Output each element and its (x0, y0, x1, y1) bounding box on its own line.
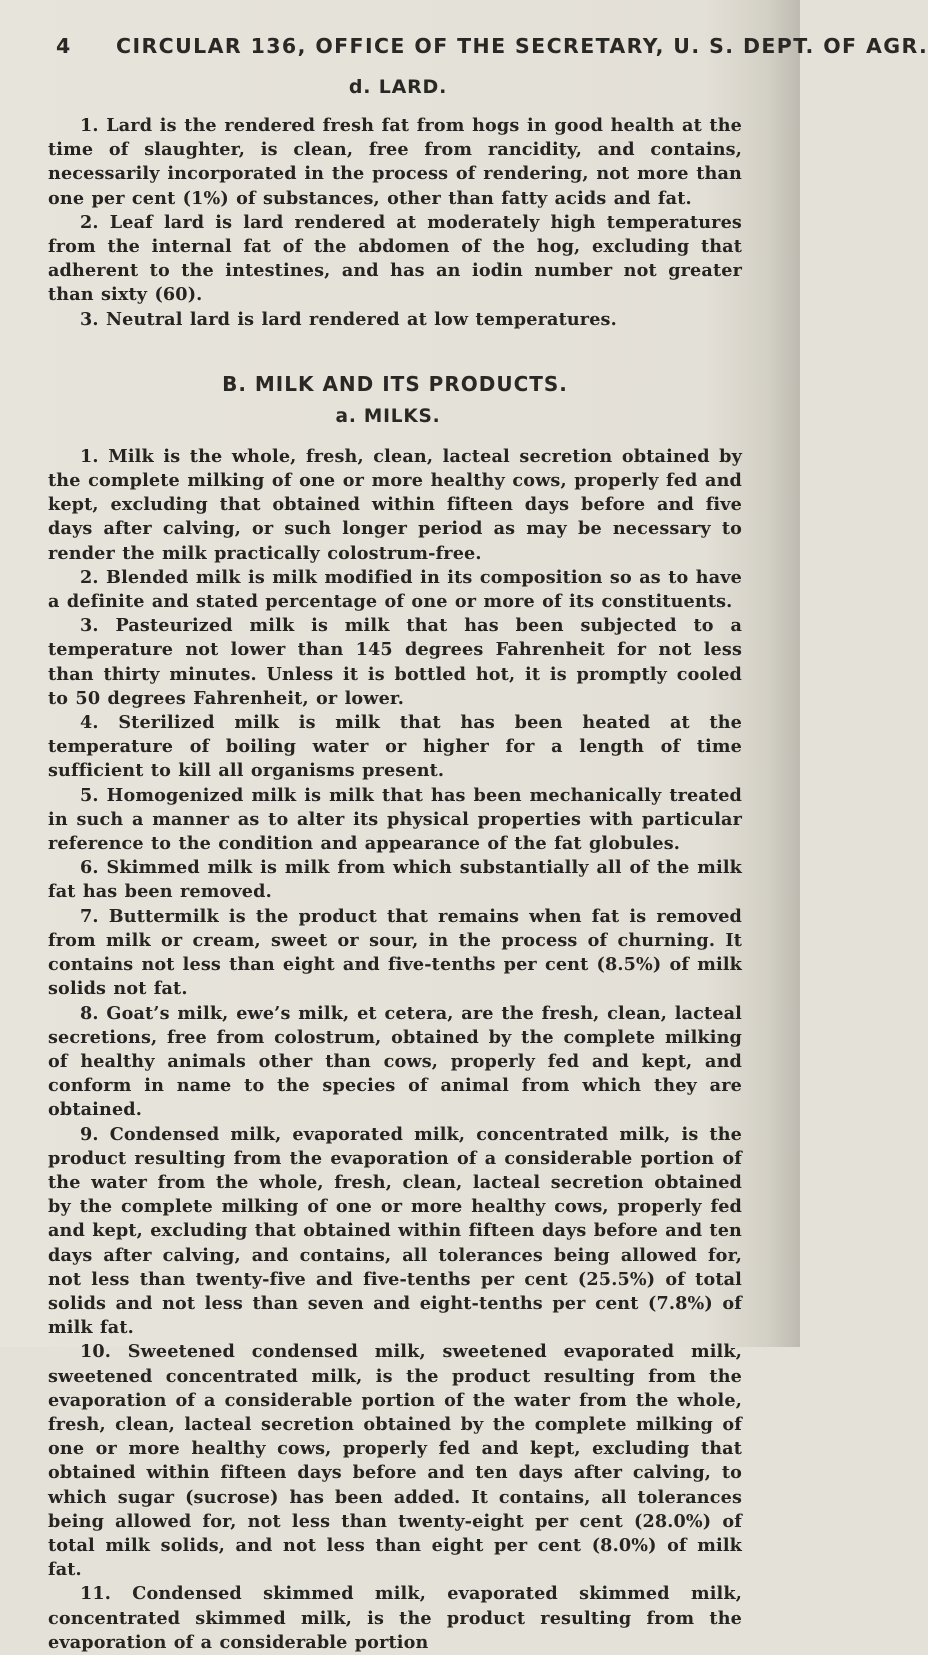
milk-section-heading: B. MILK AND ITS PRODUCTS. (222, 371, 568, 396)
milk-paragraph: 1. Milk is the whole, fresh, clean, lacteal secretion obtained by the complete milking of one or more healthy cows, properly fed and kept, excluding that obtained within fifteen days before and five days after calving, or such longer period as may be necessary to render the milk practically colostrum-free. (48, 445, 742, 564)
milk-paragraph: 10. Sweetened condensed milk, sweetened evaporated milk, sweetened concentrated milk, is the product resulting from the evaporation of a considerable portion of the water from the whole, fresh, clean, lacteal secretion obtained by the complete milking of one or more healthy cows, properly fed and kept, excluding that obtained within fifteen days before and ten days after calving, to which sugar (sucrose) has been added. It contains, all tolerances being allowed for, not less than twenty-eight per cent (28.0%) of total milk solids, and not less than eight per cent (8.0%) of milk fat. (48, 1341, 742, 1581)
milk-paragraph: 3. Pasteurized milk is milk that has been subjected to a temperature not lower than 145 degrees Fahrenheit for not less than thirty minutes. Unless it is bottled hot, it is promptly cooled to 50 degrees Fahrenheit, or lower. (48, 615, 742, 709)
lard-section-heading: d. LARD. (348, 76, 448, 98)
page-number: 4 (56, 34, 72, 58)
milk-paragraph: 7. Buttermilk is the product that remains when fat is removed from milk or cream, sweet or sour, in the process of churning. It contains not less than eight and five-tenths per cent (8.5%) of milk solids not fat. (48, 905, 742, 1000)
milks-subheading: a. MILKS. (335, 405, 441, 427)
page-text (48, 34, 928, 1655)
milk-paragraph: 9. Condensed milk, evaporated milk, concentrated milk, is the product resulting from the evaporation of a considerable portion of the water from the whole, fresh, clean, lacteal secretion obtained by the complete milking of one or more healthy cows, properly fed and kept, excluding that obtained within fifteen days before and ten days after calving, and contains, all tolerances being allowed for, not less than twenty-five and five-tenths per cent (25.5%) of total solids and not less than seven and eight-tenths per cent (7.8%) of milk fat. (48, 1123, 742, 1339)
header-title: CIRCULAR 136, OFFICE OF THE SECRETARY, U. S. DEPT. OF AGR. (116, 34, 928, 58)
running-header (56, 34, 928, 58)
milk-paragraph: 4. Sterilized milk is milk that has been heated at the temperature of boiling water or higher for a length of time sufficient to kill all organisms present. (48, 712, 742, 782)
milk-paragraph: 6. Skimmed milk is milk from which substantially all of the milk fat has been removed. (48, 857, 742, 903)
lard-paragraph: 3. Neutral lard is lard rendered at low temperatures. (80, 308, 617, 330)
milk-paragraph: 8. Goat’s milk, ewe’s milk, et cetera, are the fresh, clean, lacteal secretions, free from colostrum, obtained by the complete milking of healthy animals other than cows, properly fed and kept, and conform in name to the species of animal from which they are obtained. (48, 1002, 742, 1121)
lard-paragraph: 1. Lard is the rendered fresh fat from hogs in good health at the time of slaughter, is clean, free from rancidity, and contains, necessarily incorporated in the process of rendering, not more than one per cent (1%) of substances, other than fatty acids and fat. (48, 115, 742, 209)
milk-paragraph: 11. Condensed skimmed milk, evaporated skimmed milk, concentrated skimmed milk, is the product resulting from the evaporation of a considerable portion (48, 1583, 742, 1653)
milk-paragraph: 5. Homogenized milk is milk that has been mechanically treated in such a manner as to alter its physical properties with particular reference to the condition and appearance of the fat globules. (48, 784, 742, 855)
milk-paragraph: 2. Blended milk is milk modified in its composition so as to have a definite and stated percentage of one or more of its constituents. (48, 566, 742, 613)
lard-paragraph: 2. Leaf lard is lard rendered at moderately high temperatures from the internal fat of the abdomen of the hog, excluding that adherent to the intestines, and has an iodin number not greater than sixty (60). (48, 211, 742, 306)
